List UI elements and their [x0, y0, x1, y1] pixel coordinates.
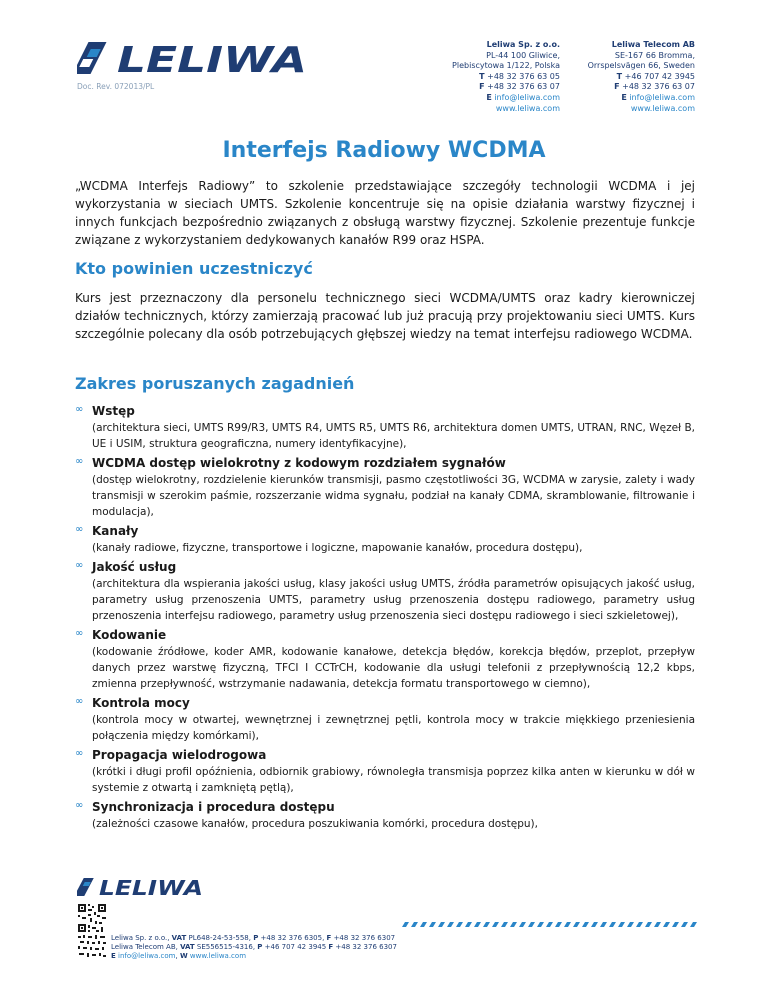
topic-description: (kanały radiowe, fizyczne, transportowe i logiczne, mapowanie kanałów, procedura dostępu),: [92, 542, 583, 554]
infinity-bullet-icon: ∞: [75, 748, 84, 759]
website-key: W: [179, 952, 188, 960]
topic-title: Wstęp: [92, 404, 135, 418]
footer-line-contact: [111, 952, 246, 960]
topic-description: (architektura dla wspierania jakości usług, klasy jakości usług UMTS, źródła parametrów opisujących jakość usług, parametry usług przenoszenia UMTS, parametry usług przenoszenia dostępu radiowego, parametry usług przenoszenia interfejsu radiowego, parametry usług przenoszenia sieci dostępu radiowego i sieci szkieletowej),: [92, 578, 695, 622]
email-link[interactable]: info@leliwa.com: [118, 952, 176, 960]
vat-value: SE556515-4316,: [194, 943, 258, 951]
phone-key: P: [257, 943, 263, 951]
phone-key: P: [253, 934, 259, 942]
topics-heading: Zakres poruszanych zagadnień: [75, 374, 355, 393]
topic-title: WCDMA dostęp wielokrotny z kodowym rozdziałem sygnałów: [92, 456, 506, 470]
footer-logo-text: LELIWA: [99, 877, 203, 897]
company-name: Leliwa Sp. z o.o.: [486, 40, 560, 49]
fax-value: +48 32 376 63 07: [487, 82, 560, 92]
topic-title: Kanały: [92, 524, 139, 538]
company-name: Leliwa Telecom AB: [611, 40, 695, 49]
list-item: [75, 746, 695, 796]
address-line: SE-167 66 Bromma,: [614, 50, 695, 60]
fax-key: F: [328, 943, 334, 951]
audience-heading: Kto powinien uczestniczyć: [75, 259, 313, 278]
email-key: E: [111, 952, 116, 960]
infinity-bullet-icon: ∞: [75, 800, 84, 811]
leliwa-logo: [77, 40, 311, 76]
address-line: PL-44 100 Gliwice,: [486, 50, 560, 60]
topic-description: (dostęp wielokrotny, rozdzielenie kierunków transmisji, pasmo częstotliwości 3G, WCDMA w zarysie, zalety i wady transmisji w szerokim paśmie, rozszerzanie widma sygnału, podział na kanały CDMA, skramblowanie, filtrowanie i modulacja),: [92, 474, 695, 518]
doc-revision: Doc. Rev. 072013/PL: [77, 82, 155, 91]
address-line: Plebiscytowa 1/122, Polska: [452, 61, 560, 71]
topic-description: (architektura sieci, UMTS R99/R3, UMTS R4, UMTS R5, UMTS R6, architektura domen UMTS, UTRAN, RNC, Węzeł B, UE i USIM, struktura geograficzna, numery identyfikacyjne),: [92, 422, 695, 450]
phone-value: +48 32 376 63 05: [487, 71, 560, 81]
footer-line-pl: [111, 934, 395, 942]
email-link[interactable]: info@leliwa.com: [494, 92, 560, 102]
list-item: [75, 402, 695, 452]
infinity-bullet-icon: ∞: [75, 560, 84, 571]
list-item: [75, 694, 695, 744]
decorative-stripes: [402, 922, 702, 927]
footer-company: Leliwa Telecom AB,: [111, 943, 181, 951]
vat-key: VAT: [180, 943, 195, 951]
audience-paragraph: Kurs jest przeznaczony dla personelu technicznego sieci WCDMA/UMTS oraz kadry kierowniczej działów technicznych, którzy zamierzają pracować lub już pracują przy projektowaniu sieci UMTS. Kurs szczególnie polecany dla osób potrzebujących głębszej wiedzy na temat interfejsu radiowego WCDMA.: [75, 291, 695, 341]
logo-text: LELIWA: [117, 40, 307, 76]
qr-code-icon: [77, 903, 107, 960]
address-leliwa-se: [555, 40, 695, 114]
topics-list: [75, 402, 695, 834]
fax-key: F: [326, 934, 332, 942]
phone-value: +46 707 42 3945: [624, 71, 695, 81]
website-link[interactable]: www.leliwa.com: [189, 952, 247, 960]
phone-value: +46 707 42 3945: [262, 943, 329, 951]
infinity-bullet-icon: ∞: [75, 628, 84, 639]
address-line: Orrspelsvägen 66, Sweden: [587, 61, 695, 71]
fax-value: +48 32 376 6307: [333, 943, 397, 951]
vat-key: VAT: [171, 934, 187, 942]
infinity-bullet-icon: ∞: [75, 456, 84, 467]
fax-key: F: [614, 82, 620, 92]
separator: ,: [175, 952, 180, 960]
list-item: [75, 522, 695, 556]
phone-key: T: [616, 71, 623, 81]
address-leliwa-pl: [420, 40, 560, 114]
email-link[interactable]: info@leliwa.com: [629, 92, 695, 102]
infinity-bullet-icon: ∞: [75, 524, 84, 535]
topic-description: (krótki i długi profil opóźnienia, odbiornik grabiowy, równoległa transmisja poprzez kilka anten w kierunku w dół w systemie z otwartą i zamkniętą pętlą),: [92, 766, 695, 794]
topic-title: Jakość usług: [92, 560, 177, 574]
infinity-bullet-icon: ∞: [75, 696, 84, 707]
topic-description: (kodowanie źródłowe, koder AMR, kodowanie kanałowe, detekcja błędów, korekcja błędów, przeplot, przepływ danych przez warstwę fizyczną, TFCI I CCTrCH, kodowanie dla usługi telefonii z przepływnością 12,2 kbps, zmienna przepływność, wstrzymanie nadawania, detekcja formatu transportowego w ciemno),: [92, 646, 695, 690]
phone-value: +48 32 376 6305,: [258, 934, 327, 942]
topic-description: (kontrola mocy w otwartej, wewnętrznej i zewnętrznej pętli, kontrola mocy w trakcie miękkiego przeniesienia połączenia między komórkami),: [92, 714, 695, 742]
topic-title: Kodowanie: [92, 628, 167, 642]
vat-value: PL648-24-53-558,: [186, 934, 254, 942]
footer-company: Leliwa Sp. z o.o.,: [111, 934, 172, 942]
page-title: Interfejs Radiowy WCDMA: [222, 138, 546, 163]
website-link[interactable]: www.leliwa.com: [630, 103, 695, 113]
footer-line-se: [111, 943, 397, 951]
topic-title: Kontrola mocy: [92, 696, 190, 710]
topic-title: Synchronizacja i procedura dostępu: [92, 800, 335, 814]
topic-title: Propagacja wielodrogowa: [92, 748, 267, 762]
email-key: E: [621, 92, 627, 102]
email-key: E: [486, 92, 492, 102]
list-item: [75, 798, 695, 832]
infinity-bullet-icon: ∞: [75, 404, 84, 415]
website-link[interactable]: www.leliwa.com: [495, 103, 560, 113]
fax-value: +48 32 376 6307: [331, 934, 396, 942]
fax-value: +48 32 376 63 07: [622, 82, 695, 92]
phone-key: T: [479, 71, 485, 81]
topic-description: (zależności czasowe kanałów, procedura poszukiwania komórki, procedura dostępu),: [92, 818, 538, 830]
intro-paragraph: „WCDMA Interfejs Radiowy” to szkolenie przedstawiające szczegóły technologii WCDMA i jej wykorzystania w sieciach UMTS. Szkolenie koncentruje się na opisie działania warstwy fizycznej i innych funkcjach bezpośrednio związanych z obsługą warstwy fizycznej. Szkolenie prezentuje funkcje związane z wykorzystaniem dedykowanych kanałów R99 oraz HSPA.: [75, 179, 695, 247]
list-item: [75, 454, 695, 520]
fax-key: F: [479, 82, 485, 92]
list-item: [75, 558, 695, 624]
footer-leliwa-logo: [77, 877, 205, 897]
list-item: [75, 626, 695, 692]
